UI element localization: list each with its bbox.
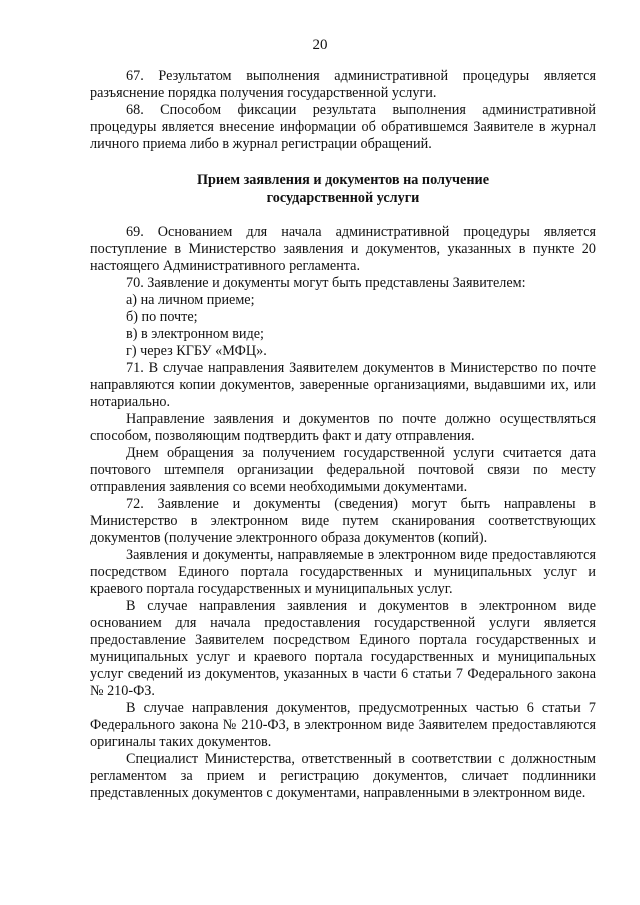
paragraph-specialist: Специалист Министерства, ответственный в соответствии с должностным регламентом за прием и регистрацию документов, сличает подлинники представленных документов с документами, направленными в электронном виде. [90,751,596,801]
list-item-c: в) в электронном виде; [126,326,264,342]
section-heading [90,171,596,207]
paragraph-electronic-portals: Заявления и документы, направляемые в электронном виде предоставляются посредством Единого портала государственных и муниципальных услуг и краевого портала государственных и муниципальных услуг. [90,547,596,597]
page-number: 20 [312,37,328,53]
paragraph-68: 68. Способом фиксации результата выполнения административной процедуры является внесение информации об обратившемся Заявителе в журнал личного приема либо в журнал регистрации обращений. [90,102,596,152]
paragraph-69: 69. Основанием для начала административной процедуры является поступление в Министерство заявления и документов, указанных в пункте 20 настоящего Административного регламента. [90,224,596,274]
section-heading-line-2: государственной услуги [266,190,420,206]
paragraph-originals: В случае направления документов, предусмотренных частью 6 статьи 7 Федерального закона № 210-ФЗ, в электронном виде Заявителем предоставляются оригиналы таких документов. [90,700,596,750]
paragraph-electronic-basis: В случае направления заявления и документов в электронном виде основанием для начала предоставления государственной услуги является предоставление Заявителем посредством Единого портала государственных и муниципальных услуг и краевого портала государственных и муниципальных услуг сведений из документов, указанных в части 6 статьи 7 Федерального закона № 210-ФЗ. [90,598,596,699]
paragraph-application-date: Днем обращения за получением государственной услуги считается дата почтового штемпеля организации федеральной почтовой связи по месту отправления заявления со всеми необходимыми документами. [90,445,596,495]
list-item-b: б) по почте; [126,309,198,325]
list-item-a: а) на личном приеме; [126,292,255,308]
paragraph-70: 70. Заявление и документы могут быть представлены Заявителем: [126,275,526,291]
paragraph-72: 72. Заявление и документы (сведения) могут быть направлены в Министерство в электронном виде путем сканирования соответствующих документов (получение электронного образа документов (копий). [90,496,596,546]
document-body [90,68,596,802]
paragraph-71: 71. В случае направления Заявителем документов в Министерство по почте направляются копии документов, заверенные организациями, выдавшими их, или нотариально. [90,360,596,410]
paragraph-mail-sending: Направление заявления и документов по почте должно осуществляться способом, позволяющим подтвердить факт и дату отправления. [90,411,596,444]
list-item-d: г) через КГБУ «МФЦ». [126,343,267,359]
section-heading-line-1: Прием заявления и документов на получение [196,172,489,188]
paragraph-67: 67. Результатом выполнения административной процедуры является разъяснение порядка получения государственной услуги. [90,68,596,101]
